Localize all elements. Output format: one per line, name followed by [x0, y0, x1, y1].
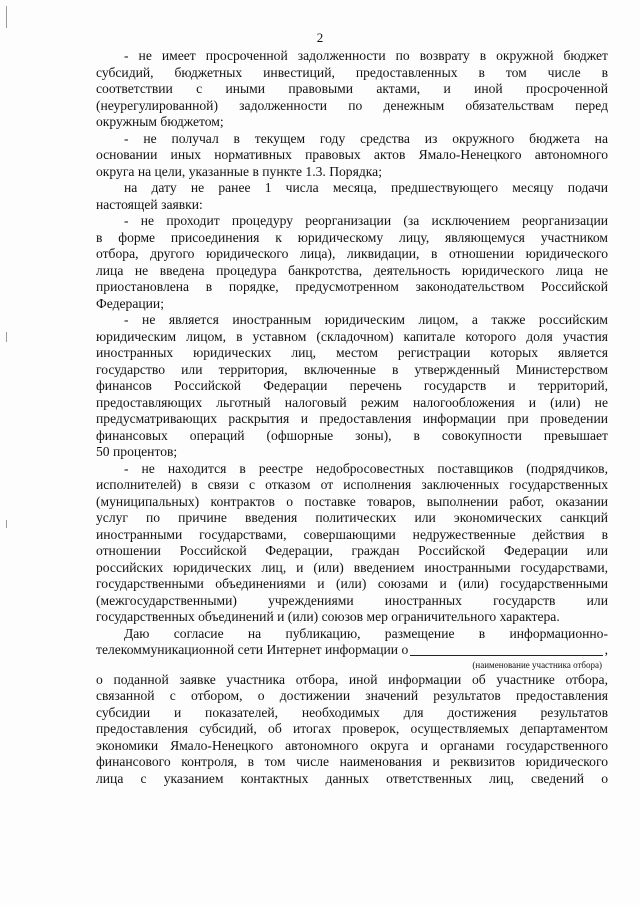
scan-edge-mark	[6, 6, 7, 28]
text-line: экономики Ямало-Ненецкого автономного округа и органами государственного	[96, 737, 608, 753]
text-line: лица не введена процедура банкротства, деятельность юридического лица не	[96, 262, 608, 278]
text-line: исполнителей) в связи с отказом от исполнения заключенных государственных	[96, 477, 608, 492]
scan-edge-mark	[6, 332, 7, 342]
text-line: предоставляющих льготный налоговый режим налогообложения и (или) не	[96, 394, 608, 410]
paragraph-p1	[96, 48, 608, 131]
text-line: округа на цели, указанные в пункте 1.3. Порядка;	[96, 163, 382, 179]
consent-paragraph	[96, 626, 608, 788]
text-line: Даю согласие на публикацию, размещение в информационно-	[124, 625, 608, 641]
text-line: - не имеет просроченной задолженности по возврату в окружной бюджет	[124, 48, 608, 63]
text-line: - не находится в реестре недобросовестных поставщиков (подрядчиков,	[124, 460, 608, 476]
text-line: субсидии и показателей, необходимых для достижения результатов	[96, 704, 608, 720]
text-line: Федерации;	[96, 295, 164, 311]
text-line: предусматривающих раскрытия и предоставления информации при проведении	[96, 411, 608, 426]
consent-line-suffix: ,	[604, 642, 608, 657]
text-line: на дату не ранее 1 числа месяца, предшествующего месяцу подачи	[124, 180, 608, 195]
text-line: - не получал в текущем году средства из окружного бюджета на	[124, 130, 608, 146]
text-line: (межгосударственными) учреждениями иностранных государств или	[96, 592, 608, 608]
paragraph-p2	[96, 131, 608, 181]
participant-name-blank[interactable]	[410, 643, 602, 656]
participant-name-caption: (наименование участника отбора)	[472, 659, 602, 670]
text-line: государство или территория, включенные в утвержденный Министерством	[96, 361, 608, 377]
text-line: отношении Российской Федерации, граждан Российской Федерации или	[96, 543, 608, 558]
text-line: государственными объединениями и (или) союзами и (или) государственными	[96, 576, 608, 591]
text-line: государственных объединений и (или) союзов мер ограничительного характера.	[96, 609, 560, 624]
paragraph-p6	[96, 461, 608, 626]
text-line: отбора, другого юридического лица), ликвидации, в отношении юридического	[96, 246, 608, 261]
text-line: приостановлена в порядке, предусмотренном законодательством Российской	[96, 279, 608, 294]
text-line: основании иных нормативных правовых актов Ямало-Ненецкого автономного	[96, 147, 608, 162]
document-body	[96, 48, 608, 787]
text-line: юридическим лицом, в уставном (складочном) капитале которого доля участия	[96, 328, 608, 344]
text-line: иностранных юридических лиц, местом регистрации которых является	[96, 345, 608, 360]
text-line: - не проходит процедуру реорганизации (за исключением реорганизации	[124, 213, 608, 228]
text-line: иностранными государствами, совершающими недружественные действия в	[96, 526, 608, 542]
scan-edge-mark	[6, 520, 7, 528]
text-line: (муниципальных) контрактов о поставке товаров, выполнении работ, оказании	[96, 493, 608, 509]
text-line: - не является иностранным юридическим лицом, а также российским	[124, 312, 608, 327]
consent-line-prefix: телекоммуникационной сети Интернет информации о	[96, 642, 409, 657]
text-line: 50 процентов;	[96, 444, 178, 459]
page-number: 2	[316, 30, 324, 45]
text-line: предоставления субсидий, об итогах проверок, осуществляемых департаментом	[96, 721, 608, 736]
text-line: российских юридических лиц, и (или) введением иностранными государствами,	[96, 559, 608, 575]
paragraph-p5	[96, 312, 608, 461]
text-line: финансового контроля, в том числе наименования и реквизитов юридического	[96, 754, 608, 769]
text-line: связанной с отбором, о достижении значений результатов предоставления	[96, 688, 608, 703]
text-line: услуг по причине введения политических или экономических санкций	[96, 510, 608, 525]
text-line: финансов Российской Федерации перечень государств и территорий,	[96, 378, 608, 393]
text-line: соответствии с иными правовыми актами, и иной просроченной	[96, 81, 608, 96]
participant-name-line	[96, 642, 608, 659]
text-line: финансовых операций (офшорные зоны), в совокупности превышает	[96, 427, 608, 443]
paragraph-p4	[96, 213, 608, 312]
text-line: субсидий, бюджетных инвестиций, предоставленных в том числе в	[96, 64, 608, 80]
text-line: лица с указанием контактных данных ответственных лиц, сведений о	[96, 770, 608, 786]
text-line: настоящей заявки:	[96, 196, 203, 212]
text-line: окружным бюджетом;	[96, 114, 224, 129]
text-line: в форме присоединения к юридическому лицу, являющемуся участником	[96, 229, 608, 245]
paragraph-p3	[96, 180, 608, 213]
text-line: (неурегулированной) задолженности по денежным обязательствам перед	[96, 97, 608, 113]
text-line: о поданной заявке участника отбора, иной информации об участнике отбора,	[96, 671, 608, 687]
